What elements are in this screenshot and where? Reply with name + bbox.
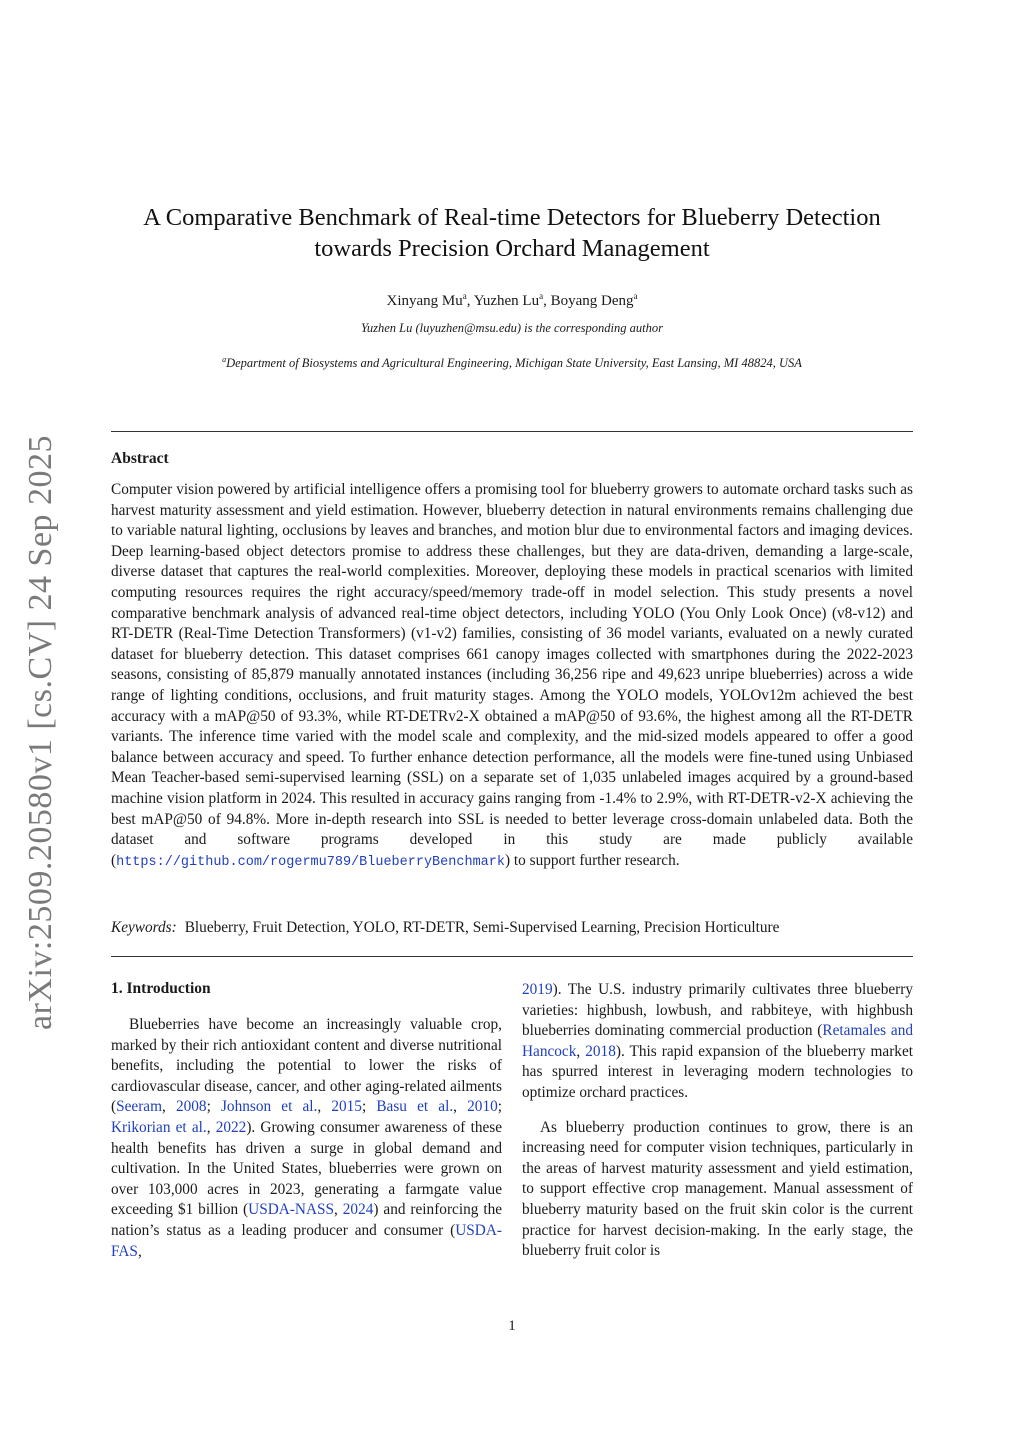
abstract-body	[111, 480, 913, 873]
citation-link[interactable]: USDA-NASS	[248, 1201, 335, 1219]
citation-link[interactable]: 2008	[175, 1098, 207, 1116]
author-name: Boyang Deng	[550, 293, 634, 309]
top-divider	[111, 431, 913, 432]
citation-link[interactable]: Johnson et al.	[220, 1098, 318, 1116]
intro-right-column	[522, 980, 913, 1262]
citation-link[interactable]: 2018	[585, 1042, 616, 1060]
paragraph-text: ;	[497, 1098, 502, 1116]
author-separator: ,	[543, 293, 551, 309]
paragraph-text: ). This rapid expansion of the blueberry market has spurred interest in leveraging modern technologies to optimize orchard practices.	[522, 1042, 913, 1101]
paragraph-text: ,	[453, 1098, 468, 1116]
author-list	[112, 291, 912, 310]
citation-link[interactable]: 2010	[467, 1098, 498, 1116]
paragraph-text: ,	[137, 1242, 142, 1260]
arxiv-identifier: arXiv:2509.20580v1 [cs.CV] 24 Sep 2025	[22, 434, 59, 1030]
author-separator: ,	[466, 293, 474, 309]
corresponding-author: Yuzhen Lu (luyuzhen@msu.edu) is the corresponding author	[361, 321, 663, 335]
title-line-2: towards Precision Orchard Management	[314, 235, 710, 262]
keywords	[111, 919, 913, 937]
author-affil-mark: a	[462, 291, 467, 301]
affiliation-mark: a	[222, 355, 227, 364]
paper-title	[112, 202, 912, 264]
intro-left-column	[111, 1015, 502, 1262]
paragraph-text: ;	[206, 1098, 221, 1116]
paragraph-text: ,	[334, 1201, 343, 1219]
github-link[interactable]: https://github.com/rogermu789/BlueberryBenchmark	[116, 854, 505, 870]
author-affil-mark: a	[633, 291, 638, 301]
abstract-heading: Abstract	[111, 450, 169, 467]
paragraph-text: Blueberries have become an increasingly valuable crop, marked by their rich antioxidant content and diverse nutritional benefits, including the potential to lower the risks of cardiovascular disease, cancer, and other aging-related ailments (	[111, 1016, 502, 1116]
citation-link[interactable]: 2024	[342, 1201, 374, 1219]
arxiv-sidebar	[22, 434, 59, 1031]
citation-link[interactable]: Retamales and Hancock	[522, 1022, 914, 1060]
page-number: 1	[508, 1318, 516, 1334]
citation-link[interactable]: Basu et al.	[376, 1098, 454, 1116]
paragraph-text: ). Growing consumer awareness of these health benefits has driven a surge in global demand and cultivation. In the United States, blueberries were grown on over 103,000 acres in 2023, generating a farmgate value exceeding $1 billion (	[111, 1118, 502, 1219]
intro-paragraph-2: As blueberry production continues to grow, there is an increasing need for computer vision techniques, particularly in the areas of harvest maturity assessment and yield estimation, to support effective crop management. Manual assessment of blueberry maturity based on the fruit skin color is the current practice for harvest decision-making. In the early stage, the blueberry fruit color is	[522, 1118, 913, 1260]
author-name: Xinyang Mu	[386, 293, 463, 309]
bottom-divider	[111, 956, 913, 957]
citation-link[interactable]: Krikorian et al.	[111, 1118, 207, 1136]
affiliation-text: Department of Biosystems and Agricultural Engineering, Michigan State University, East Lansing, MI 48824, USA	[226, 356, 802, 370]
paragraph-text: ,	[206, 1118, 216, 1136]
keywords-label: Keywords:	[111, 919, 177, 936]
citation-link[interactable]: 2015	[331, 1098, 362, 1116]
affiliation	[112, 355, 912, 371]
abstract-text: Computer vision powered by artificial intelligence offers a promising tool for blueberry growers to automate orchard tasks such as harvest maturity assessment and yield estimation. However, blueberry detection in natural environments remains challenging due to variable natural lighting, occlusions by leaves and branches, and motion blur due to environmental factors and imaging devices. Deep learning-based object detectors promise to address these challenges, but they are data-driven, demanding a large-scale, diverse dataset that captures the real-world complexities. Moreover, deploying these models in practical scenarios with limited computing resources requires the right accuracy/speed/memory trade-off in model selection. This study presents a novel comparative benchmark analysis of advanced real-time object detectors, including YOLO (You Only Look Once) (v8-v12) and RT-DETR (Real-Time Detection Transformers) (v1-v2) families, consisting of 36 model variants, evaluated on a newly curated dataset for blueberry detection. This dataset comprises 661 canopy images collected with smartphones during the 2022-2023 seasons, consisting of 85,879 manually annotated instances (including 36,256 ripe and 49,623 unripe blueberries) across a wide range of lighting conditions, occlusions, and fruit maturity stages. Among the YOLO models, YOLOv12m achieved the best accuracy with a mAP@50 of 93.3%, while RT-DETRv2-X obtained a mAP@50 of 93.6%, the highest among all the RT-DETR variants. The inference time varied with the model scale and complexity, and the mid-sized models appeared to offer a good balance between accuracy and speed. To further enhance detection performance, all the models were fine-tuned using Unbiased Mean Teacher-based semi-supervised learning (SSL) on a separate set of 1,035 unlabeled images acquired by a ground-based machine vision platform in 2024. This resulted in accuracy gains ranging from -1.4% to 2.9%, with RT-DETR-v2-X achieving the best mAP@50 of 94.8%. More in-depth research into SSL is needed to better leverage cross-domain unlabeled data. Both the dataset and software programs developed in this study are made publicly available (	[111, 481, 913, 869]
citation-link[interactable]: Seeram	[116, 1098, 162, 1116]
intro-paragraph-1-cont	[522, 980, 913, 1104]
paragraph-text: ,	[161, 1098, 176, 1116]
intro-paragraph-1	[111, 1015, 502, 1262]
author-name: Yuzhen Lu	[473, 293, 540, 309]
keywords-list: Blueberry, Fruit Detection, YOLO, RT-DETR, Semi-Supervised Learning, Precision Horticulture	[184, 919, 780, 936]
citation-link[interactable]: 2019	[522, 981, 553, 998]
author-affil-mark: a	[539, 291, 544, 301]
citation-link[interactable]: USDA-FAS	[111, 1221, 502, 1260]
section-heading: 1. Introduction	[111, 980, 211, 997]
paragraph-text: ,	[576, 1042, 586, 1060]
paragraph-text: ;	[361, 1098, 377, 1116]
abstract-end: ) to support further research.	[504, 851, 680, 869]
paragraph-text: ) and reinforcing the nation’s status as a leading producer and consumer (	[111, 1201, 503, 1239]
citation-link[interactable]: 2022	[215, 1118, 247, 1136]
paragraph-text: ). The U.S. industry primarily cultivates three blueberry varieties: highbush, lowbush, and rabbiteye, with highbush blueberries dominating commercial production (	[522, 981, 913, 1040]
title-line-1: A Comparative Benchmark of Real-time Detectors for Blueberry Detection	[143, 204, 881, 231]
paragraph-text: ,	[317, 1098, 332, 1116]
